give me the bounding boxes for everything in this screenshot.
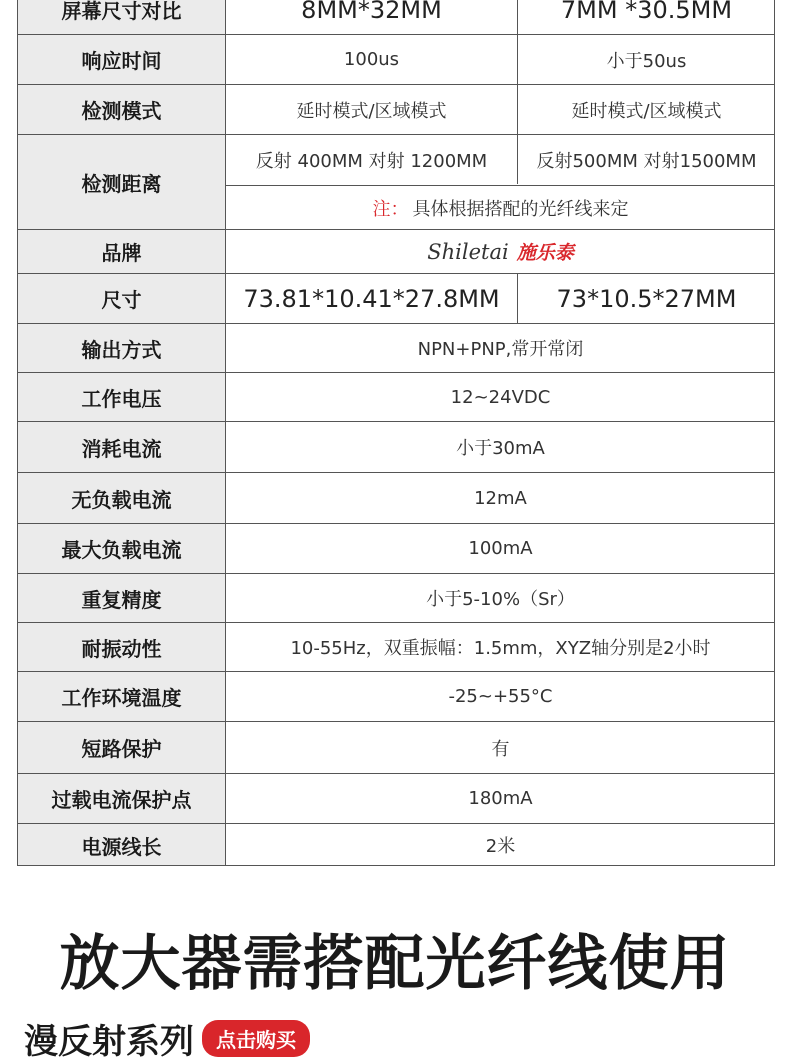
spec-value: 12mA [474,487,527,509]
row-label: 响应时间 [18,35,226,84]
spec-value: 小于5-10%（Sr） [426,589,575,610]
table-row [18,134,775,229]
row-label: 无负载电流 [18,473,226,523]
brand-logo-latin: Shiletai [427,239,509,264]
note-prefix: 注： [372,199,409,220]
buy-button[interactable]: 点击购买 [202,1020,310,1057]
spec-value: 12~24VDC [450,386,551,408]
row-label: 重复精度 [18,574,226,622]
brand-logo [226,230,775,273]
table-row [18,773,775,823]
spec-table [17,0,775,866]
table-row [18,472,775,523]
spec-value: 2米 [485,836,516,857]
row-label: 检测模式 [18,85,226,134]
spec-value-model-a: 延时模式/区域模式 [226,85,518,134]
table-row [18,721,775,773]
table-row [18,323,775,372]
table-row [18,273,775,323]
section-headline: 放大器需搭配光纤线使用 [59,929,731,999]
table-row [18,372,775,421]
spec-value: 100mA [468,538,533,559]
table-row [18,573,775,622]
table-row [18,823,775,866]
row-label: 耐振动性 [18,623,226,671]
row-label: 最大负载电流 [18,524,226,573]
spec-value: 10-55Hz，双重振幅：1.5mm，XYZ轴分别是2小时 [290,638,711,659]
note-body: 具体根据搭配的光纤线来定 [412,199,629,220]
table-row [18,0,775,34]
table-row [18,421,775,472]
spec-value-model-a: 100us [226,35,518,84]
table-row [18,84,775,134]
table-row [18,34,775,84]
spec-value: 有 [491,738,510,760]
spec-value-model-a: 8MM*32MM [226,0,518,34]
spec-value-model-b: 延时模式/区域模式 [571,100,722,122]
brand-logo-chinese: 施乐泰 [516,242,574,264]
table-row [18,622,775,671]
row-label: 过载电流保护点 [18,774,226,823]
spec-value-model-b: 73*10.5*27MM [556,284,737,313]
row-label: 品牌 [18,230,226,273]
row-label: 工作环境温度 [18,672,226,721]
spec-value: NPN+PNP,常开常闭 [417,339,584,360]
note-text [226,186,775,230]
spec-value: 180mA [468,788,533,809]
table-row [18,523,775,573]
spec-value-model-b: 7MM *30.5MM [560,0,733,24]
row-label: 消耗电流 [18,422,226,472]
row-label: 电源线长 [18,824,226,866]
row-label: 尺寸 [18,274,226,323]
row-label: 屏幕尺寸对比 [18,0,226,34]
series-title: 漫反射系列 [24,1022,194,1062]
row-label: 输出方式 [18,324,226,372]
spec-value-model-a: 73.81*10.41*27.8MM [226,274,518,323]
table-row [18,671,775,721]
row-label: 工作电压 [18,373,226,421]
row-label: 短路保护 [18,722,226,773]
spec-value-model-b: 小于50us [606,50,687,72]
row-label: 检测距离 [18,135,226,229]
spec-value: -25~+55°C [448,686,553,707]
spec-value-model-a: 反射 400MM 对射 1200MM [226,135,518,184]
spec-value-model-b: 反射500MM 对射1500MM [536,150,757,172]
table-row [18,229,775,273]
next-section-header [24,1014,310,1063]
distance-note [226,185,775,230]
spec-value: 小于30mA [456,438,545,459]
